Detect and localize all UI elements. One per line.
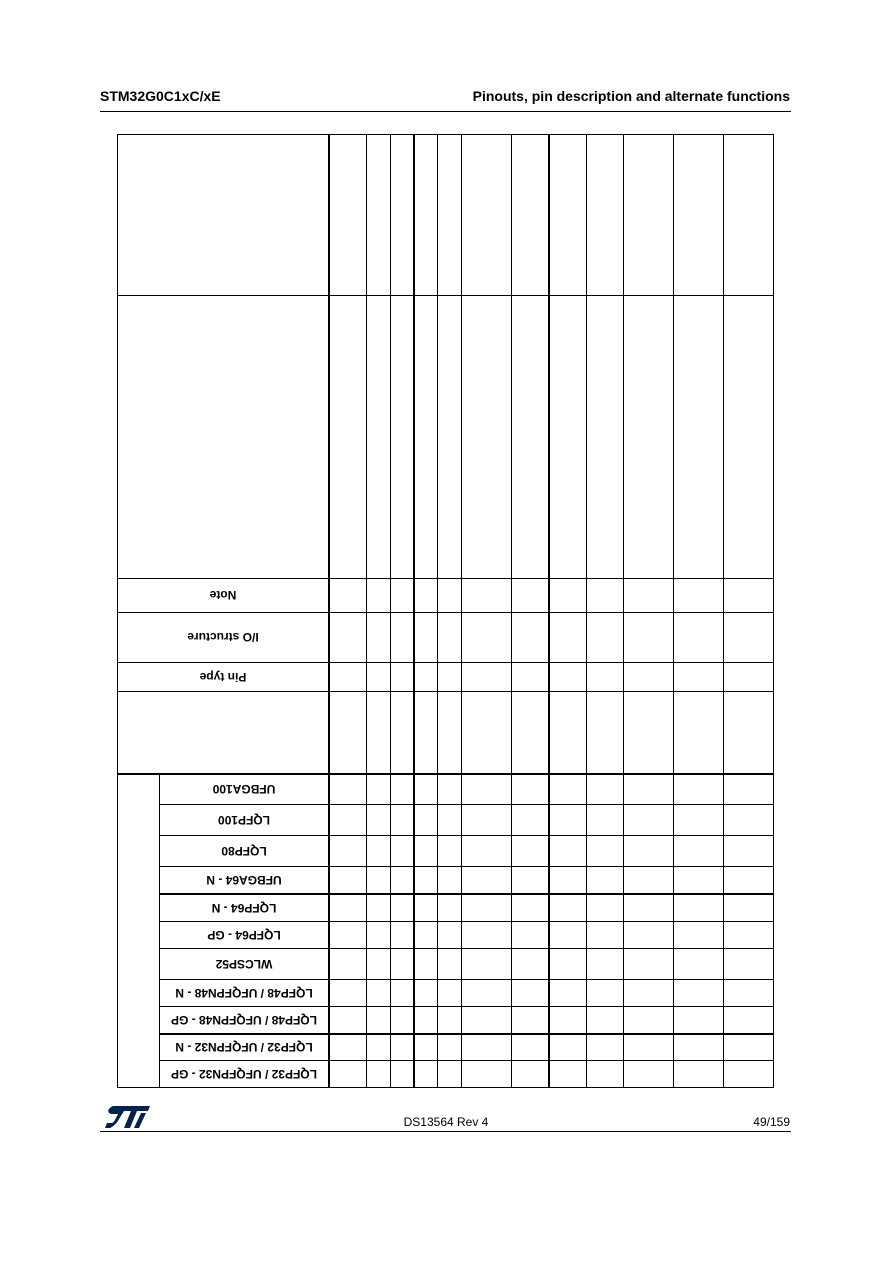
package-cell <box>160 922 328 948</box>
package-label: LQFP100 <box>217 813 271 827</box>
io-structure-label: I/O structure <box>187 630 259 645</box>
table-col-divider <box>723 134 724 1088</box>
package-label: LQFP48 / UFQFPN48 - GP <box>170 1013 318 1027</box>
package-label: LQFP64 - GP <box>207 928 281 942</box>
package-label: LQFP32 / UFQFPN32 - N <box>175 1040 313 1055</box>
pin-type-label: Pin type <box>199 670 247 684</box>
table-col-divider-thick <box>328 134 330 1088</box>
package-cell <box>160 867 328 893</box>
table-col-divider <box>390 134 391 1088</box>
package-label: UFBGA64 - N <box>206 873 282 887</box>
table-col-divider-thick <box>548 134 550 1088</box>
note-header-cell <box>118 579 328 612</box>
table-col-divider <box>461 134 462 1088</box>
page-number: 49/159 <box>753 1115 790 1129</box>
table-col-divider-thick <box>413 134 415 1088</box>
table-col-divider <box>586 134 587 1088</box>
table-border-bottom <box>117 1087 774 1088</box>
package-cell <box>160 1035 328 1060</box>
package-cell <box>160 949 328 979</box>
table-row-divider <box>117 295 774 296</box>
document-id: STM32G0C1xC/xE <box>100 88 221 104</box>
table-row-divider <box>117 691 774 692</box>
section-title: Pinouts, pin description and alternate functions <box>472 88 790 104</box>
table-col-divider <box>366 134 367 1088</box>
package-cell <box>160 805 328 835</box>
document-reference: DS13564 Rev 4 <box>403 1115 489 1129</box>
package-label: LQFP80 <box>221 844 267 858</box>
package-label: LQFP64 - N <box>211 901 277 915</box>
package-cell <box>160 1007 328 1033</box>
package-cell <box>160 836 328 866</box>
table-col-divider <box>673 134 674 1088</box>
table-col-divider <box>623 134 624 1088</box>
io-structure-header-cell <box>118 613 328 662</box>
table-col-divider <box>511 134 512 1088</box>
table-col-divider <box>437 134 438 1088</box>
package-cell <box>160 895 328 921</box>
package-cell <box>160 775 328 804</box>
package-label: WLCSP52 <box>215 957 273 971</box>
package-cell <box>160 1061 328 1087</box>
footer-divider <box>100 1131 791 1132</box>
package-label: LQFP32 / UFQFPN32 - GP <box>170 1067 318 1081</box>
package-label: LQFP48 / UFQFPN48 - N <box>175 986 313 1000</box>
package-label: UFBGA100 <box>212 782 276 797</box>
note-label: Note <box>209 588 237 603</box>
pin-type-header-cell <box>118 663 328 691</box>
table-border-top <box>117 134 774 135</box>
package-cell <box>160 980 328 1006</box>
table-border-right <box>773 134 774 1088</box>
